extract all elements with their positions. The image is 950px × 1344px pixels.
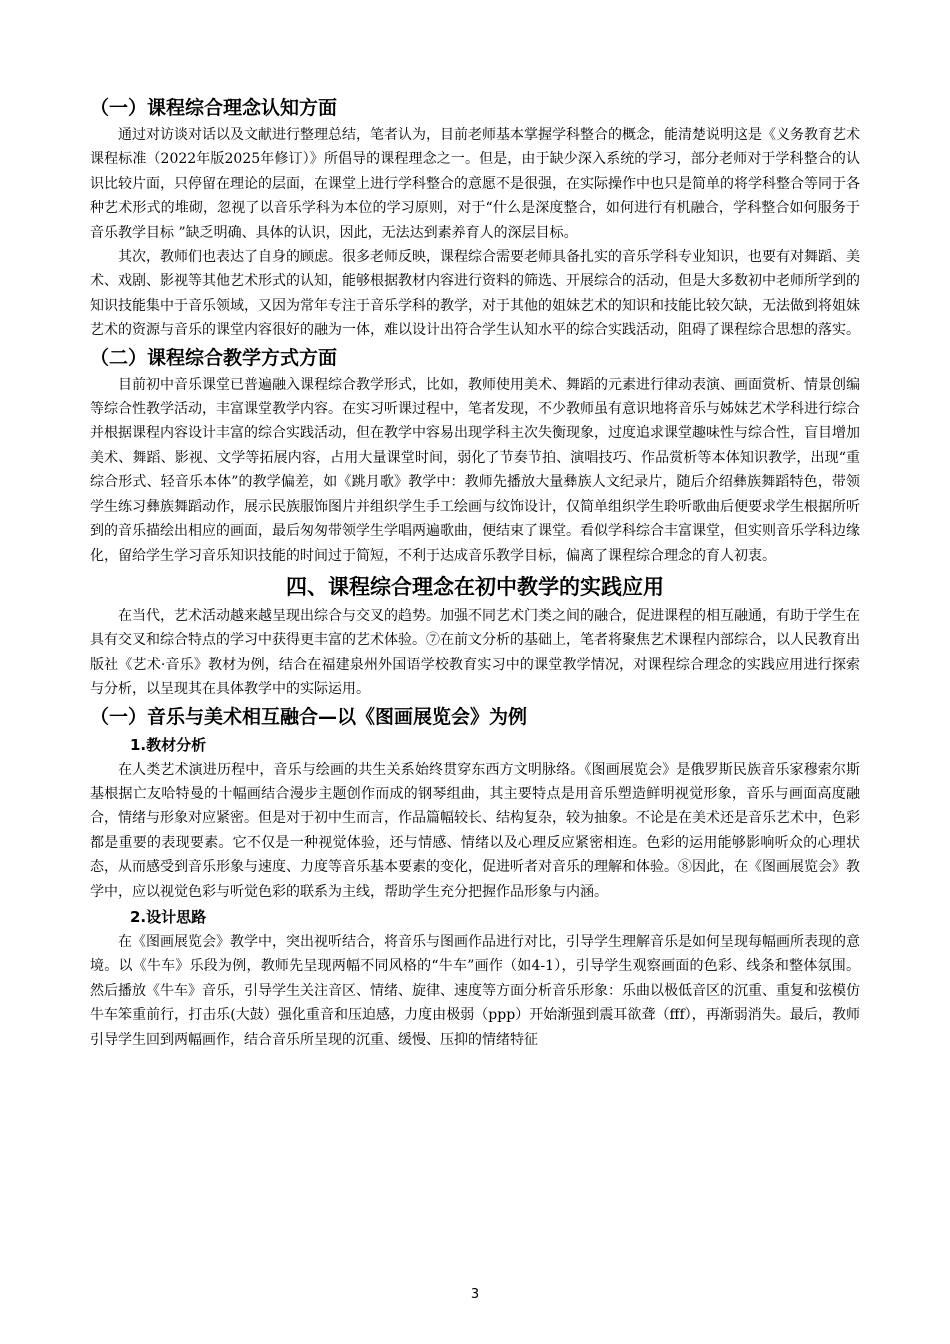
section-heading-course-concept-cognition: （一）课程综合理念认知方面 xyxy=(90,97,338,119)
paragraph-textbook-analysis: 在人类艺术演进历程中，音乐与绘画的共生关系始终贯穿东西方文明脉络。《图画展览会》是俄罗斯民族音乐家穆索尔斯基根据亡友哈特曼的十幅画结合漫步主题创作而成的钢琴组曲，其主要特点是用音乐塑造鲜明视觉形象，音乐与画面高度融合，情绪与形象对应紧密。但是对于初中生而言，作品篇幅较长、结构复杂，较为抽象。不论是在美术还是音乐艺术中，色彩都是重要的表现要素。它不仅是一种视觉体验，还与情感、情绪以及心理反应紧密相连。色彩的运用能够影响听众的心理状态，从而感受到音乐形象与速度、力度等音乐基本要素的变化，促进听者对音乐的理解和体验。⑧因此，在《图画展览会》教学中，应以视觉色彩与听觉色彩的联系为主线，帮助学生充分把握作品形象与内涵。 xyxy=(90,761,860,900)
paragraph-cognition-summary: 通过对访谈对话以及文献进行整理总结，笔者认为，目前老师基本掌握学科整合的概念，能清楚说明这是《义务教育艺术课程标准（2022年版2025年修订）》所倡导的课程理念之一。但是，由于缺少深入系统的学习，部分老师对于学科整合的认识比较片面，只停留在理论的层面，在课堂上进行学科整合的意愿不是很强，在实际操作中也只是简单的将学科整合等同于各种艺术形式的堆砌，忽视了以音乐学科为本位的学习原则，对于“什么是深度整合，如何进行有机融合，学科整合如何服务于音乐教学目标 ”缺乏明确、具体的认识，因此，无法达到素养育人的深层目标。 xyxy=(90,127,860,241)
paragraph-chapter-intro: 在当代，艺术活动越来越呈现出综合与交叉的趋势。加强不同艺术门类之间的融合，促进课程的相互融通，有助于学生在具有交叉和综合特点的学习中获得更丰富的艺术体验。⑦在前文分析的基础上，笔者将聚焦艺术课程内部综合，以人民教育出版社《艺术·音乐》教材为例，结合在福建泉州外国语学校教育实习中的课堂教学情况，对课程综合理念的实践应用进行探索与分析，以呈现其在具体教学中的实际运用。 xyxy=(90,607,860,698)
section-heading-teaching-methods: （二）课程综合教学方式方面 xyxy=(90,346,338,369)
section-heading-music-and-art: （一）音乐与美术相互融合—以《图画展览会》为例 xyxy=(90,705,528,728)
subheading-design-ideas: 2.设计思路 xyxy=(130,907,207,926)
paragraph-teaching-methods: 目前初中音乐课堂已普遍融入课程综合教学形式，比如，教师使用美术、舞蹈的元素进行律动表演、画面赏析、情景创编等综合性教学活动，丰富课堂教学内容。在实习听课过程中，笔者发现，不少教师虽有意识地将音乐与姊妹艺术学科进行综合并根据课程内容设计丰富的综合实践活动，但在教学中容易出现学科主次失衡现象，过度追求课堂趣味性与综合性，盲目增加美术、舞蹈、影视、文学等拓展内容，占用大量课堂时间，弱化了节奏节拍、演唱技巧、作品赏析等本体知识教学，出现“重综合形式、轻音乐本体”的教学偏差，如《跳月歌》教学中：教师先播放大量彝族人文纪录片，随后介绍彝族舞蹈特色，带领学生练习彝族舞蹈动作，展示民族服饰图片并组织学生手工绘画与纹饰设计，仅简单组织学生聆听歌曲后便要求学生根据所听到的音乐描绘出相应的画面，最后匆匆带领学生学唱两遍歌曲，便结束了课堂。看似学科综合丰富课堂，但实则音乐学科边缘化，留给学生学习音乐知识技能的时间过于简短，不利于达成音乐教学目标，偏离了课程综合理念的育人初衷。 xyxy=(90,376,860,564)
subheading-textbook-analysis: 1.教材分析 xyxy=(130,735,207,754)
paragraph-design-ideas: 在《图画展览会》教学中，突出视听结合，将音乐与图画作品进行对比，引导学生理解音乐是如何呈现每幅画所表现的意境。以《牛车》乐段为例，教师先呈现两幅不同风格的“牛车”画作（如4-1），引导学生观察画面的色彩、线条和整体氛围。然后播放《牛车》音乐，引导学生关注音区、情绪、旋律、速度等方面分析音乐形象：乐曲以极低音区的沉重、重复和弦模仿牛车笨重前行，打击乐(大鼓）强化重音和压迫感，力度由极弱（ppp）开始渐强到震耳欲聋（fff），再渐弱消失。最后，教师引导学生回到两幅画作，结合音乐所呈现的沉重、缓慢、压抑的情绪特征 xyxy=(90,933,860,1048)
chapter-heading-practice-application: 四、课程综合理念在初中教学的实践应用 xyxy=(286,574,664,599)
page-body xyxy=(90,90,860,1052)
page-number: 3 xyxy=(470,1287,480,1302)
paragraph-teacher-concerns: 其次，教师们也表达了自身的顾虑。很多老师反映，课程综合需要老师具备扎实的音乐学科专业知识，也要有对舞蹈、美术、戏剧、影视等其他艺术形式的认知，能够根据教材内容进行资料的筛选、开展综合的活动，但是大多数初中老师所学到的知识技能集中于音乐领域，又因为常年专注于音乐学科的教学，对于其他的姐妹艺术的知识和技能比较欠缺，无法做到将姐妹艺术的资源与音乐的课堂内容很好的融为一体，难以设计出符合学生认知水平的综合实践活动，阻碍了课程综合思想的落实。 xyxy=(90,249,860,339)
